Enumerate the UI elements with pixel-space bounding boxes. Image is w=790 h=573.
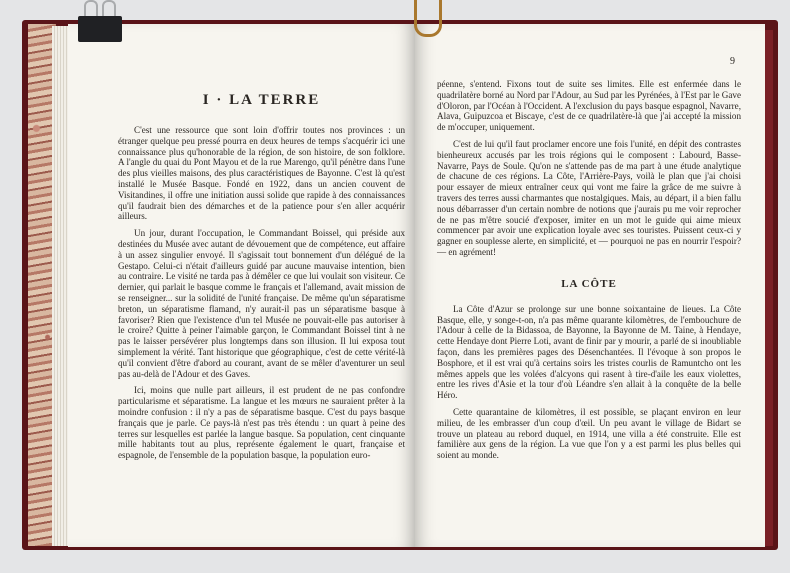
chapter-title: I · LA TERRE xyxy=(202,92,321,108)
bookmark-string xyxy=(414,0,442,37)
back-cover-edge xyxy=(765,30,773,546)
right-paragraph: La Côte d'Azur se prolonge sur une bonne soixantaine de lieues. La Côte Basque, elle, y songe-t-on, n'a pas même quarante kilomètres, de l'embouchure de l'Adour à celle de la Bidassoa, de Bayonne, la Bayonne de M. Taine, à Hendaye, cette Hendaye dont Pierre Loti, avant de finir par y mourir, a parlé de si inoubliable façon, dans les premières pages des Désenchantées. Il l'évoque à son propos le Bosphore, et il est vrai qu'à certains soirs les tristes courlis de Ramuntcho ont les mêmes appels que les volées d'alcyons qui rasent à tire-d'aile les eaux violettes, entre les rives d'Asie et la tour d'où Léandre s'en allait à la conquête de la belle Héro. xyxy=(437,303,741,401)
section-title: LA CÔTE xyxy=(561,277,617,290)
right-page xyxy=(415,24,765,547)
right-paragraph: Cette quarantaine de kilomètres, il est possible, se plaçant environ en leur milieu, de les embrasser d'un coup d'œil. Un peu avant le village de Bidart se trouve un plateau au rebord duquel, en 1914, une villa a été construite. Elle est familière aux gens de la région. La vue que l'on y a est parmi les plus belles qui soient au monde. xyxy=(437,406,741,461)
left-page xyxy=(68,24,415,547)
page-number: 9 xyxy=(730,56,735,67)
binder-clip-icon xyxy=(78,0,122,48)
clip-jaw xyxy=(78,16,122,42)
left-paragraph: Un jour, durant l'occupation, le Commandant Boissel, qui préside aux destinées du Musée avec autant de dévouement que de compétence, eut affaire à un assez singulier envoyé. Il s'agissait tout bonnement d'un délégué de la Gestapo. Celui-ci n'était d'ailleurs guidé par aucune mauvaise intention, bien au contraire. Le visité ne tarda pas à démêler ce que lui voulait son visiteur. Ce dernier, qui parlait le basque comme le français et l'allemand, avait mission de se renseigner... sur la solidité de l'unité française. De même qu'un séparatisme breton, un séparatisme flamand, n'y aurait-il pas un séparatisme basque à favoriser? Rien que l'existence d'un tel Musée ne pouvait-elle pas autoriser à le croire? Quitte à peiner l'aimable garçon, le Commandant Boissel tint à ne pas le laisser persévérer plus longtemps dans son illusion. Il lui exposa tout simplement la vérité. Tant historique que géographique, c'est de cette vérité-là qu'il convient d'être d'abord au courant, avant de se mêler d'aventurer un seul pas au-delà de l'Adour et des Gaves. xyxy=(118,228,405,379)
right-paragraph: péenne, s'entend. Fixons tout de suite ses limites. Elle est enfermée dans le quadrilatère borné au Nord par l'Adour, au Sud par les Pyrénées, à l'Est par le Gave d'Oloron, par l'Océan à l'Occident. A l'exclusion du pays basque espagnol, Navarre, Alava, Guipuzcoa et Biscaye, c'est de ce quadrilatère-là que j'ai accepté la mission de m'occuper, uniquement. xyxy=(437,79,741,133)
left-paragraph: Ici, moins que nulle part ailleurs, il est prudent de ne pas confondre particularisme et séparatisme. La langue et les mœurs ne sauraient prêter à la moindre confusion : il n'y a pas de séparatisme basque. C'est du pays basque français que je parle. Ce pays-là n'est pas très étendu : un quart à peine des terres sur lesquelles est parlée la langue basque. Sa population, cent cinquante mille habitants tout au plus, représente également le quart, française et espagnole, de l'ensemble de la population basque, la population euro- xyxy=(118,385,405,461)
left-paragraph: C'est une ressource que sont loin d'offrir toutes nos provinces : un étranger quelque peu pressé pourra en deux heures de temps s'acquérir ici une connaissance plus qu'honorable de la région, de son histoire, de son folklore. A l'angle du quai du Pont Mayou et de la rue Marengo, qu'il pénètre dans l'une des plus vieilles maisons, des plus caractéristiques de Bayonne. C'est là qu'est installé le Musée Basque. Fondé en 1922, dans un ancien couvent de Visitandines, il offre une initiation aussi solide que rapide à des connaissances qu'il faudrait bien des démarches et de la patience pour s'en aller acquérir ailleurs. xyxy=(118,125,405,222)
right-paragraph: C'est de lui qu'il faut proclamer encore une fois l'unité, en dépit des contrastes bienheureux accusés par les trois régions qui le composent : Labourd, Basse-Navarre, Pays de Soule. Qu'on ne s'attende pas de ma part à une étude analytique de chacune de ces régions. La Côte, l'Arrière-Pays, voilà le plan que j'ai choisi pour essayer de mieux entraîner ceux qui vont me faire la grâce de me suivre à travers des terres aussi charmantes que nostalgiques. Mais, au départ, il a bien fallu nous débarrasser d'un certain nombre de notions que j'aurais pu me voir reprocher de ne pas m'être soucié d'exposer, imiter en un mot le guide qui aime mieux commencer par avoir une explication loyale avec ses touristes. Puissent ceux-ci y gagner en souplesse alerte, en simplicité, et — pourquoi ne pas en nourrir l'espoir? — en agrément! xyxy=(437,138,741,257)
